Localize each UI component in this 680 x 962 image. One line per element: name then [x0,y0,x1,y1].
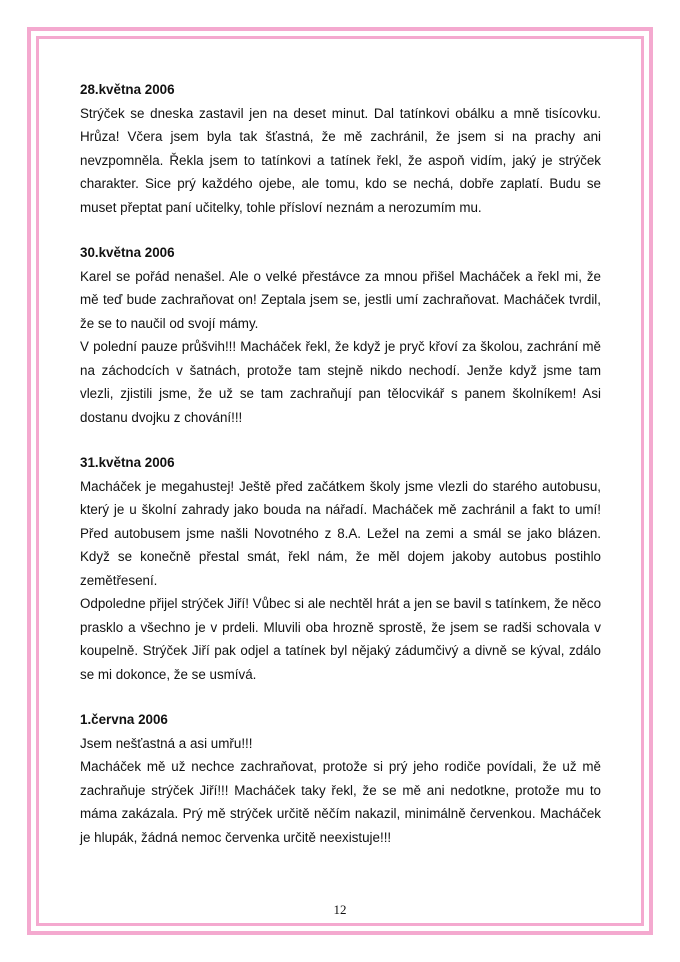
entry-date: 1.června 2006 [80,712,168,727]
entry-paragraph: Macháček je megahustej! Ještě před začátkem školy jsme vlezli do starého autobusu, který je u školní zahrady jako bouda na nářadí. Macháček mě zachránil a fakt to umí! Před autobusem jsme našli Novotného z 8.A. Ležel na zemi a smál se jako blázen. Když se konečně přestal smát, řekl nám, že měl dojem jakoby autobus postihlo zemětřesení. [80,478,601,588]
diary-content [80,78,601,871]
diary-entry [80,451,601,686]
entry-date: 30.května 2006 [80,245,175,260]
entry-paragraph: Karel se pořád nenašel. Ale o velké přestávce za mnou přišel Macháček a řekl mi, že mě teď bude zachraňovat on! Zeptala jsem se, jestli umí zachraňovat. Macháček tvrdil, že se to naučil od svojí mámy. [80,268,601,331]
entry-paragraph: V polední pauze průšvih!!! Macháček řekl, že když je pryč křoví za školou, zachrání mě na záchodcích v šatnách, protože tam stejně nikdo nechodí. Jenže když jsme tam vlezli, zjistili jsme, že už se tam zachraňují pan tělocvikář s panem školníkem! Asi dostanu dvojku z chování!!! [80,339,601,425]
entry-paragraph: Odpoledne přijel strýček Jiří! Vůbec si ale nechtěl hrát a jen se bavil s tatínkem, že něco prasklo a všechno je v prdeli. Mluvili oba hrozně sprostě, že jsem se radši schovala v koupelně. Strýček Jiří pak odjel a tatínek byl nějaký zádumčivý a divně se kýval, zdálo se mi dokonce, že se usmívá. [80,596,602,682]
entry-date: 31.května 2006 [80,455,175,470]
entry-paragraph: Macháček mě už nechce zachraňovat, protože si prý jeho rodiče povídali, že už mě zachraňuje strýček Jiří!!! Macháček taky řekl, že se mě ani nedotkne, protože mu to máma zakázala. Prý mě strýček určitě něčím nakazil, minimálně červenkou. Macháček je hlupák, žádná nemoc červenka určitě neexistuje!!! [80,759,601,845]
diary-entry [80,241,601,429]
page-number: 12 [333,902,347,917]
entry-date: 28.května 2006 [80,82,175,97]
entry-paragraph: Strýček se dneska zastavil jen na deset minut. Dal tatínkovi obálku a mně tisícovku. Hrůza! Včera jsem byla tak šťastná, že mě zachránil, že jsem si na prachy ani nevzpomněla. Řekla jsem to tatínkovi a tatínek řekl, že aspoň vidím, jaký je strýček charakter. Sice prý každého ojebe, ale tomu, kdo se nechá, dobře zaplatí. Budu se muset přeptat paní učitelky, tohle přísloví neznám a nerozumím mu. [80,105,601,215]
diary-entry [80,78,601,219]
diary-entry [80,708,601,849]
entry-paragraph: Jsem nešťastná a asi umřu!!! [80,735,253,751]
